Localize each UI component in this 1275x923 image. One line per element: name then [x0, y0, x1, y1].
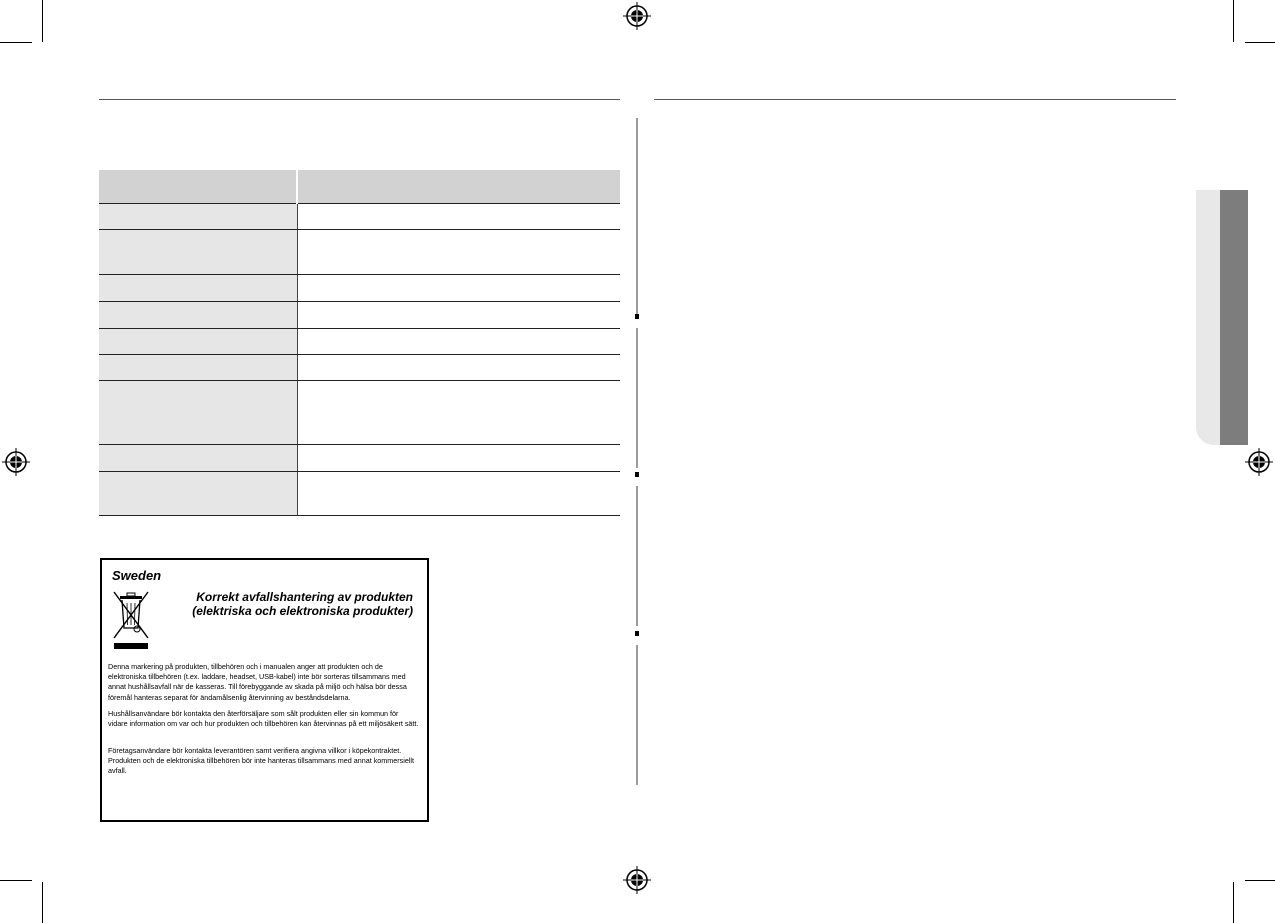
weee-paragraph: Hushållsanvändare bör kontakta den återförsäljare som sålt produkten eller sin kommun för vidare information om var och hur produkten och tillbehören kan återvinnas på ett miljösäkert sätt. [108, 709, 419, 729]
gutter-marker [635, 631, 639, 636]
table-row [99, 355, 620, 381]
table-row [99, 302, 620, 329]
crop-mark [42, 0, 43, 42]
crop-mark [1233, 0, 1234, 42]
table-header-cell [99, 170, 297, 204]
table-row [99, 275, 620, 302]
table-value-cell [297, 302, 620, 329]
table-key-cell [99, 275, 297, 302]
gutter-marker [635, 472, 639, 477]
crop-mark [0, 880, 32, 881]
crop-mark [1245, 880, 1275, 881]
table-key-cell [99, 230, 297, 275]
page-gutter-line [636, 118, 638, 314]
table-value-cell [297, 472, 620, 516]
table-value-cell [297, 355, 620, 381]
table-key-cell [99, 204, 297, 230]
table-value-cell [297, 204, 620, 230]
table-value-cell [297, 381, 620, 445]
table-header-row [99, 170, 620, 204]
table-value-cell [297, 445, 620, 472]
table-row [99, 204, 620, 230]
crop-mark [42, 882, 43, 923]
table-value-cell [297, 230, 620, 275]
table-key-cell [99, 329, 297, 355]
weee-disposal-notice [100, 558, 429, 822]
table-key-cell [99, 472, 297, 516]
table-row [99, 381, 620, 445]
page-gutter-line [636, 645, 638, 785]
registration-mark-icon [623, 866, 651, 894]
registration-mark-icon [2, 448, 30, 476]
crossed-out-wheelie-bin-icon [112, 588, 150, 650]
weee-title: Korrekt avfallshantering av produkten (elektriska och elektroniska produkter) [192, 590, 413, 618]
weee-country-label: Sweden [112, 568, 162, 583]
table-key-cell [99, 445, 297, 472]
language-tab-background [1196, 190, 1220, 445]
crop-mark [1233, 882, 1234, 923]
table-header-cell [297, 170, 620, 204]
table-key-cell [99, 355, 297, 381]
specification-table [99, 170, 620, 516]
table-row [99, 329, 620, 355]
language-tab [1220, 190, 1248, 445]
crop-mark [0, 42, 32, 43]
gutter-marker [635, 314, 639, 319]
weee-paragraph: Företagsanvändare bör kontakta leverantören samt verifiera angivna villkor i köpekontraktet. Produkten och de elektroniska tillbehören bör inte hanteras tillsammans med annat kommersiellt avfall. [108, 746, 415, 776]
table-row [99, 230, 620, 275]
weee-paragraph: Denna markering på produkten, tillbehören och i manualen anger att produkten och de elektroniska tillbehören (t.ex. laddare, headset, USB-kabel) inte bör sorteras tillsammans med annat hushållsavfall när de kasseras. Till förebyggande av skada på miljö och hälsa bör dessa föremål hanteras separat för ändamålsenlig återvinning av beståndsdelarna. [108, 662, 407, 702]
page-gutter-line [636, 486, 638, 626]
table-row [99, 472, 620, 516]
registration-mark-icon [623, 2, 651, 30]
right-page-header-rule [654, 99, 1176, 100]
table-key-cell [99, 302, 297, 329]
table-value-cell [297, 329, 620, 355]
table-key-cell [99, 381, 297, 445]
page-gutter-line [636, 328, 638, 468]
table-value-cell [297, 275, 620, 302]
left-page-header-rule [99, 99, 620, 100]
table-row [99, 445, 620, 472]
crop-mark [1245, 42, 1275, 43]
registration-mark-icon [1245, 448, 1273, 476]
